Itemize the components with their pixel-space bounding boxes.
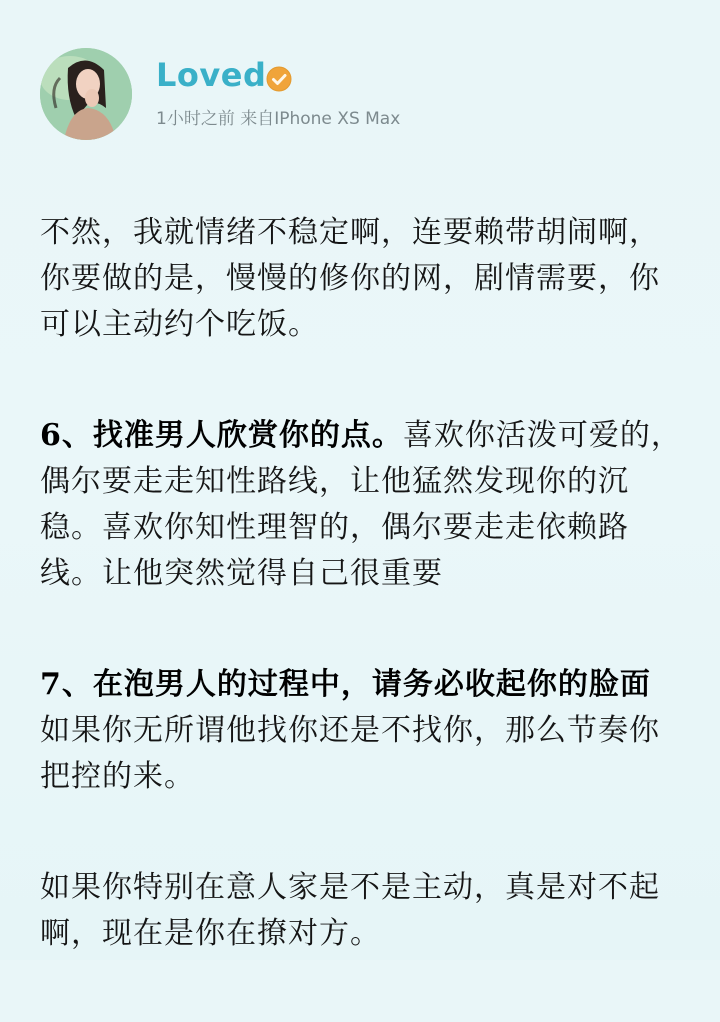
paragraph-3 bbox=[40, 662, 690, 800]
paragraph-4 bbox=[40, 865, 690, 957]
paragraph-2-heading: 6、找准男人欣赏你的点。 bbox=[40, 418, 403, 453]
paragraph-1 bbox=[40, 210, 690, 348]
paragraph-1-text: 不然，我就情绪不稳定啊，连要赖带胡闹啊，你要做的是，慢慢的修你的网，剧情需要，你可以主动约个吃饭。 bbox=[40, 215, 660, 342]
paragraph-2-text: 喜欢你活泼可爱的，偶尔要走走知性路线，让他猛然发现你的沉稳。喜欢你知性理智的，偶尔要走走依赖路线。让他突然觉得自己很重要 bbox=[40, 418, 682, 591]
verified-badge-icon bbox=[266, 66, 292, 92]
paragraph-4-text: 如果你特别在意人家是不是主动，真是对不起啊，现在是你在撩对方。 bbox=[40, 870, 660, 951]
username[interactable]: Loved bbox=[156, 56, 267, 94]
avatar-image bbox=[40, 48, 132, 140]
post-meta: 1小时之前 来自IPhone XS Max bbox=[156, 109, 401, 129]
avatar[interactable] bbox=[40, 48, 132, 140]
post-header bbox=[40, 48, 680, 144]
post-content bbox=[40, 210, 690, 1022]
paragraph-3-heading: 7、在泡男人的过程中，请务必收起你的脸面 bbox=[40, 667, 651, 702]
paragraph-2 bbox=[40, 413, 690, 597]
paragraph-3-text: 如果你无所谓他找你还是不找你，那么节奏你把控的来。 bbox=[40, 713, 660, 794]
